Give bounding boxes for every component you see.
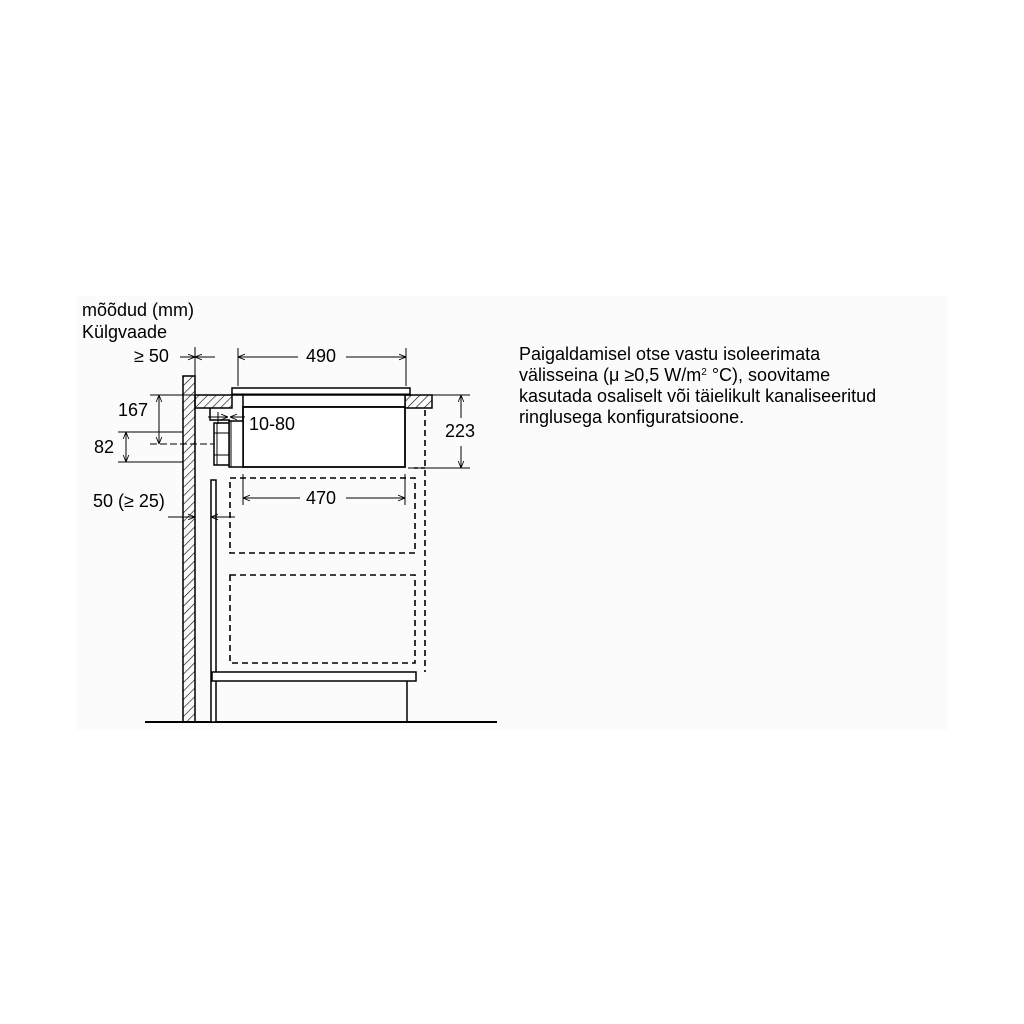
note-line-2: välisseina (μ ≥0,5 $W/m^2$ °C), soovitame xyxy=(519,365,831,385)
cabinet-base xyxy=(212,672,416,681)
dim-height-82: 82 xyxy=(94,437,115,457)
note-line-3: kasutada osaliselt või täielikult kanaliseeritud xyxy=(519,386,877,406)
units-label: mõõdud (mm) xyxy=(82,300,195,320)
dim-back-gap: 50 (≥ 25) xyxy=(93,491,165,511)
installation-note xyxy=(519,344,939,428)
dim-drawer-width: 470 xyxy=(306,488,337,508)
wall xyxy=(183,376,195,722)
dim-duct-offset: 10-80 xyxy=(249,414,296,434)
duct-pipe xyxy=(214,423,229,465)
dim-depth-223: 223 xyxy=(445,421,476,441)
view-label: Külgvaade xyxy=(82,322,168,342)
note-line-1: Paigaldamisel otse vastu isoleerimata xyxy=(519,344,821,364)
note-line-4: ringlusega konfiguratsioone. xyxy=(519,407,745,427)
dim-wall-gap: ≥ 50 xyxy=(134,346,169,366)
worktop-right xyxy=(405,395,432,408)
drawer-lower xyxy=(230,575,415,663)
dim-height-167: 167 xyxy=(118,400,149,420)
dim-hob-width: 490 xyxy=(306,346,337,366)
cabinet-back-panel xyxy=(211,480,216,722)
hob-body xyxy=(243,395,405,407)
worktop-left xyxy=(195,395,232,408)
